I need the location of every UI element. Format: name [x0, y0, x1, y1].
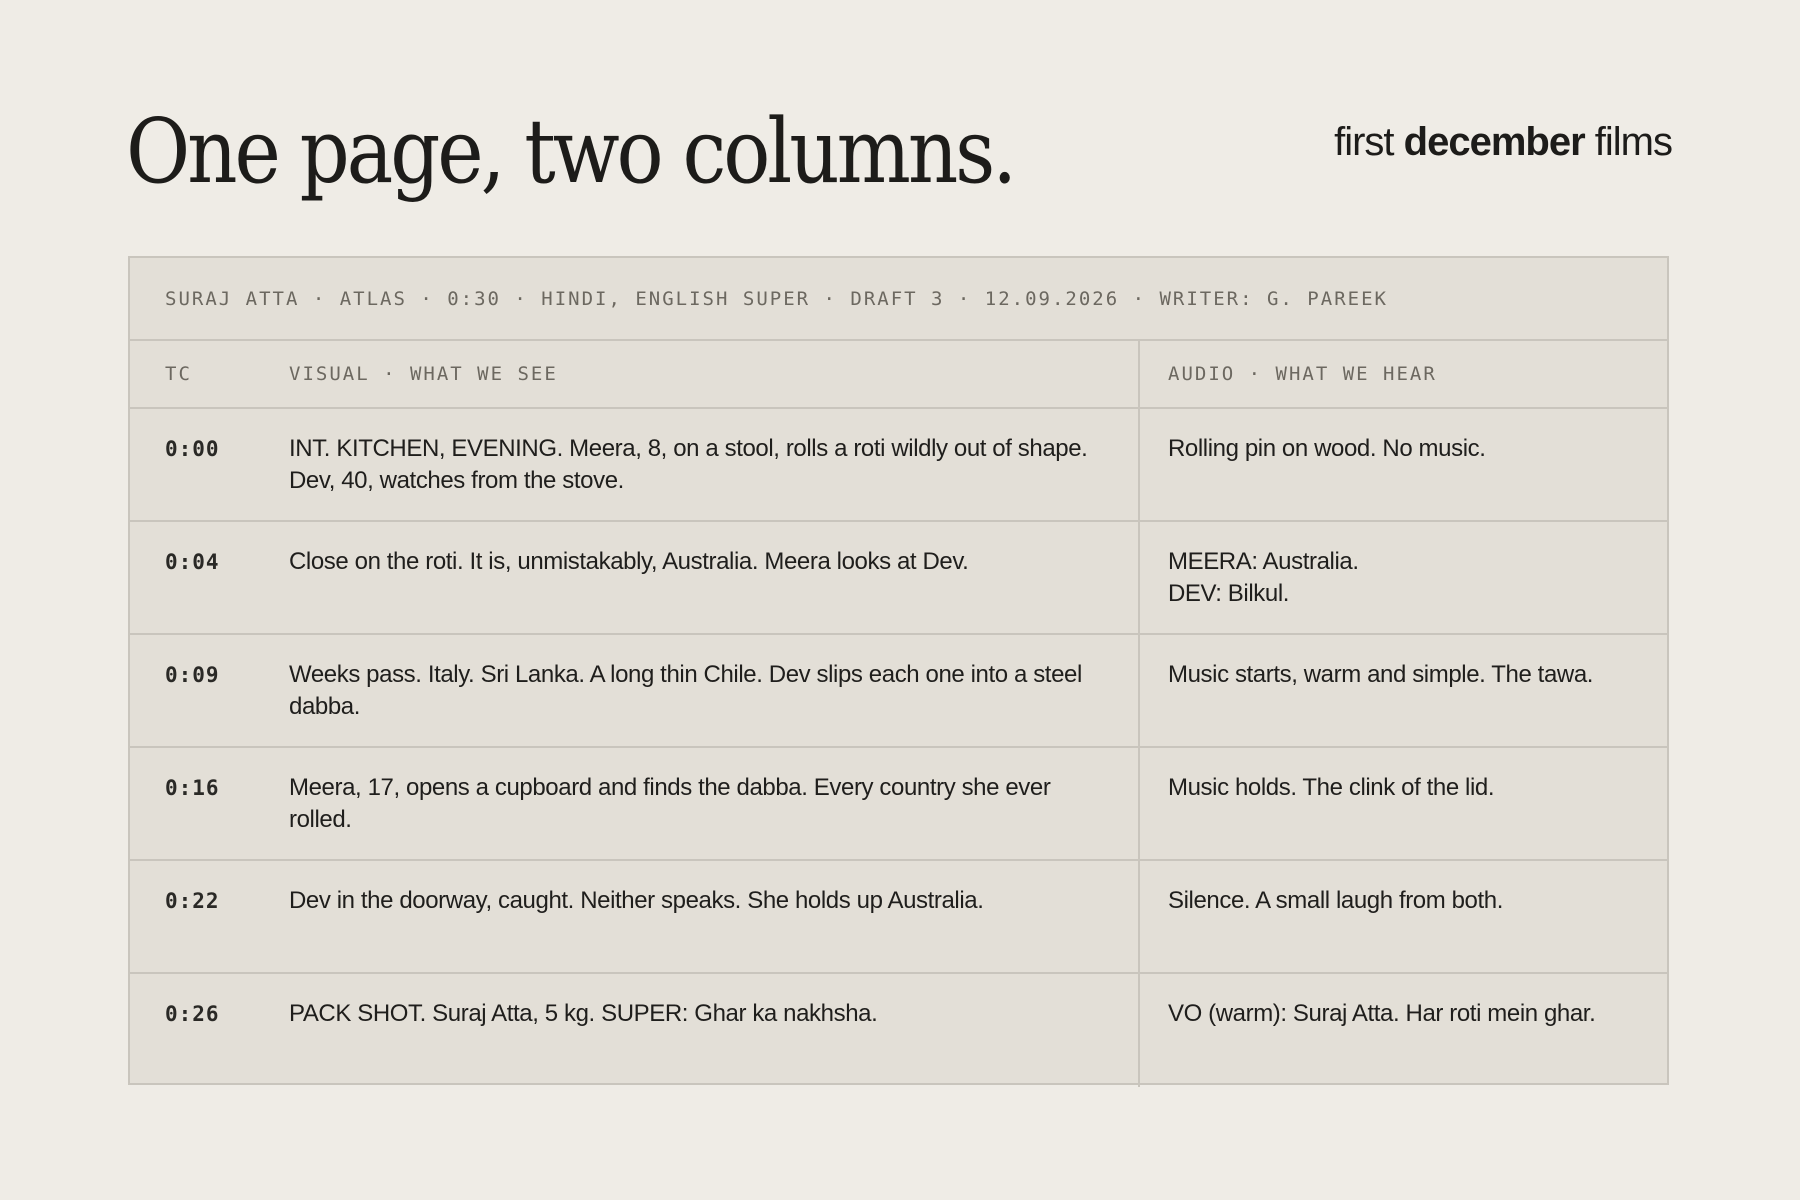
- script-row-visual: [130, 522, 1140, 635]
- timecode: 0:09: [165, 663, 220, 687]
- timecode: 0:00: [165, 437, 220, 461]
- audio-line: Silence. A small laugh from both.: [1168, 887, 1503, 914]
- script-row-visual: [130, 409, 1140, 522]
- timecode: 0:04: [165, 550, 220, 574]
- audio-column-header: [1140, 341, 1667, 409]
- timecode: 0:16: [165, 776, 220, 800]
- visual-column-label: VISUAL · WHAT WE SEE: [289, 363, 558, 385]
- brand-prefix: first: [1334, 120, 1394, 164]
- audio-description: [1168, 659, 1647, 691]
- audio-line: Music holds. The clink of the lid.: [1168, 774, 1495, 801]
- script-grid: [130, 341, 1667, 1087]
- script-meta: SURAJ ATTA · ATLAS · 0:30 · HINDI, ENGLISH SUPER · DRAFT 3 · 12.09.2026 · WRITER: G. PAREEK: [130, 258, 1667, 341]
- audio-description: [1168, 772, 1647, 804]
- tc-column-label: TC: [165, 363, 192, 385]
- audio-line: VO (warm): Suraj Atta. Har roti mein ghar.: [1168, 1000, 1596, 1027]
- audio-description: [1168, 433, 1647, 465]
- timecode: 0:22: [165, 889, 220, 913]
- audio-column-label: AUDIO · WHAT WE HEAR: [1168, 363, 1437, 385]
- page-title: One page, two columns.: [126, 99, 1015, 203]
- script-row-audio: [1140, 522, 1667, 635]
- script-row-audio: [1140, 409, 1667, 522]
- timecode: 0:26: [165, 1002, 220, 1026]
- visual-description: Close on the roti. It is, unmistakably, Australia. Meera looks at Dev.: [289, 548, 969, 575]
- visual-description: Weeks pass. Italy. Sri Lanka. A long thin Chile. Dev slips each one into a steel dabba.: [289, 661, 1082, 720]
- brand-bold: december: [1403, 120, 1585, 164]
- audio-line: Music starts, warm and simple. The tawa.: [1168, 661, 1594, 688]
- audio-line: MEERA: Australia.: [1168, 548, 1359, 575]
- visual-column-header: [130, 341, 1140, 409]
- audio-line: DEV: Bilkul.: [1168, 580, 1290, 607]
- audio-line: Rolling pin on wood. No music.: [1168, 435, 1486, 462]
- visual-description: Dev in the doorway, caught. Neither speaks. She holds up Australia.: [289, 887, 984, 914]
- script-row-audio: [1140, 974, 1667, 1087]
- script-table: [128, 256, 1669, 1085]
- script-row-audio: [1140, 635, 1667, 748]
- visual-description: Meera, 17, opens a cupboard and finds the dabba. Every country she ever rolled.: [289, 774, 1051, 833]
- script-row-visual: [130, 974, 1140, 1087]
- audio-description: [1168, 546, 1647, 610]
- audio-description: [1168, 998, 1647, 1030]
- script-row-audio: [1140, 861, 1667, 974]
- audio-description: [1168, 885, 1647, 917]
- script-row-audio: [1140, 748, 1667, 861]
- script-row-visual: [130, 635, 1140, 748]
- visual-description: INT. KITCHEN, EVENING. Meera, 8, on a stool, rolls a roti wildly out of shape. Dev, 40, watches from the stove.: [289, 435, 1088, 494]
- brand-logo: [1334, 120, 1672, 165]
- visual-description: PACK SHOT. Suraj Atta, 5 kg. SUPER: Ghar ka nakhsha.: [289, 1000, 878, 1027]
- script-row-visual: [130, 748, 1140, 861]
- brand-suffix: films: [1594, 120, 1672, 164]
- script-row-visual: [130, 861, 1140, 974]
